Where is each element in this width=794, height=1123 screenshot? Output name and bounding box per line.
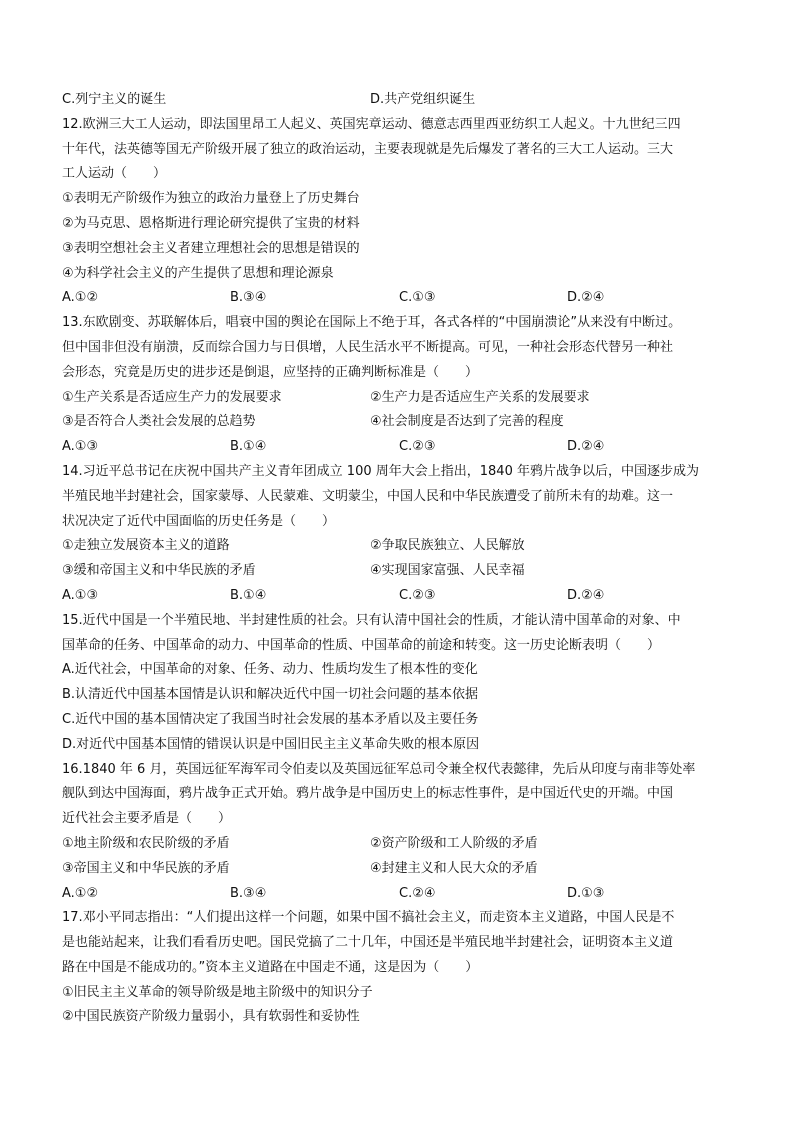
q15-stem-line: 15.近代中国是一个半殖民地、半封建性质的社会。只有认清中国社会的性质，才能认清中国革命的对象、中 bbox=[62, 612, 681, 628]
q14-item: ④实现国家富强、人民幸福 bbox=[370, 563, 525, 579]
q12-item: ④为科学社会主义的产生提供了思想和理论源泉 bbox=[62, 265, 334, 281]
q13-item: ③是否符合人类社会发展的总趋势 bbox=[62, 414, 256, 430]
q12-option-b: B.③④ bbox=[230, 290, 267, 306]
q13-option-c: C.②③ bbox=[399, 439, 436, 455]
q14-stem-line: 14.习近平总书记在庆祝中国共产主义青年团成立 100 周年大会上指出，1840 年鸦片战争以后，中国逐步成为 bbox=[62, 463, 699, 479]
q16-option-d: D.①③ bbox=[567, 885, 605, 901]
q13-items-row bbox=[62, 386, 734, 411]
q13-items-row bbox=[62, 410, 734, 435]
q13-item: ④社会制度是否达到了完善的程度 bbox=[370, 414, 564, 430]
q11-option-d: D.共产党组织诞生 bbox=[370, 92, 476, 107]
q13-stem-line: 但中国非但没有崩溃，反而综合国力与日俱增，人民生活水平不断提高。可见，一种社会形态代替另一种社 bbox=[62, 339, 674, 355]
q12-options bbox=[62, 286, 734, 311]
page-content bbox=[62, 88, 734, 1030]
q16-item: ①地主阶级和农民阶级的矛盾 bbox=[62, 835, 230, 851]
q13-item: ①生产关系是否适应生产力的发展要求 bbox=[62, 389, 282, 405]
q16-item: ③帝国主义和中华民族的矛盾 bbox=[62, 860, 230, 876]
q14-option-b: B.①④ bbox=[230, 587, 267, 603]
q12-option-d: D.②④ bbox=[567, 290, 605, 306]
q13-option-d: D.②④ bbox=[567, 439, 605, 455]
q15-stem-line: 国革命的任务、中国革命的动力、中国革命的性质、中国革命的前途和转变。这一历史论断表明（ ） bbox=[62, 637, 661, 653]
q15-choice: B.认清近代中国基本国情是认识和解决近代中国一切社会问题的基本依据 bbox=[62, 687, 479, 703]
q12-item: ②为马克思、恩格斯进行理论研究提供了宝贵的材料 bbox=[62, 215, 360, 231]
q13-option-b: B.①④ bbox=[230, 439, 267, 455]
q12-option-a: A.①② bbox=[62, 290, 99, 306]
q14-stem-line: 状况决定了近代中国面临的历史任务是（ ） bbox=[62, 513, 336, 529]
q15-choice: A.近代社会，中国革命的对象、任务、动力、性质均发生了根本性的变化 bbox=[62, 662, 478, 678]
q12-stem-line: 十年代，法英德等国无产阶级开展了独立的政治运动，主要表现就是先后爆发了著名的三大工人运动。三大 bbox=[62, 141, 674, 157]
q15-choice: D.对近代中国基本国情的错误认识是中国旧民主主义革命失败的根本原因 bbox=[62, 736, 480, 752]
q15-choice: C.近代中国的基本国情决定了我国当时社会发展的基本矛盾以及主要任务 bbox=[62, 711, 479, 727]
q11-option-c: C.列宁主义的诞生 bbox=[62, 92, 167, 107]
q14-item: ②争取民族独立、人民解放 bbox=[370, 538, 525, 554]
q14-option-c: C.②③ bbox=[399, 587, 436, 603]
q12-stem-line: 12.欧洲三大工人运动，即法国里昂工人起义、英国宪章运动、德意志西里西亚纺织工人起义。十九世纪三四 bbox=[62, 116, 681, 132]
q16-item: ②资产阶级和工人阶级的矛盾 bbox=[370, 835, 538, 851]
q14-options bbox=[62, 584, 734, 609]
q17-item: ②中国民族资产阶级力量弱小，具有软弱性和妥协性 bbox=[62, 1009, 360, 1025]
q16-stem-line: 近代社会主要矛盾是（ ） bbox=[62, 811, 232, 827]
q11-options-carry bbox=[62, 88, 734, 113]
q12-item: ①表明无产阶级作为独立的政治力量登上了历史舞台 bbox=[62, 191, 360, 207]
q16-option-c: C.②④ bbox=[399, 885, 436, 901]
q14-option-a: A.①③ bbox=[62, 587, 99, 603]
q16-options bbox=[62, 882, 734, 907]
q16-option-b: B.③④ bbox=[230, 885, 267, 901]
q14-items-row bbox=[62, 534, 734, 559]
q13-stem-line: 13.东欧剧变、苏联解体后，唱衰中国的舆论在国际上不绝于耳，各式各样的“中国崩溃论”从来没有中断过。 bbox=[62, 315, 682, 331]
q14-item: ③缓和帝国主义和中华民族的矛盾 bbox=[62, 563, 256, 579]
q16-item: ④封建主义和人民大众的矛盾 bbox=[370, 860, 538, 876]
q16-stem-line: 舰队到达中国海面，鸦片战争正式开始。鸦片战争是中国历史上的标志性事件，是中国近代史的开端。中国 bbox=[62, 786, 674, 802]
q16-option-a: A.①② bbox=[62, 885, 99, 901]
q16-items-row bbox=[62, 857, 734, 882]
q12-option-c: C.①③ bbox=[399, 290, 436, 306]
q13-stem-line: 会形态，究竟是历史的进步还是倒退，应坚持的正确判断标准是（ ） bbox=[62, 364, 479, 380]
q12-item: ③表明空想社会主义者建立理想社会的思想是错误的 bbox=[62, 240, 360, 256]
q17-item: ①旧民主主义革命的领导阶级是地主阶级中的知识分子 bbox=[62, 984, 373, 1000]
q17-stem-line: 路在中国是不能成功的。”资本主义道路在中国走不通，这是因为（ ） bbox=[62, 959, 479, 975]
q16-stem-line: 16.1840 年 6 月，英国远征军海军司令伯麦以及英国远征军总司令兼全权代表懿律，先后从印度与南非等处率 bbox=[62, 761, 696, 777]
q13-option-a: A.①③ bbox=[62, 439, 99, 455]
q13-options bbox=[62, 435, 734, 460]
q17-stem-line: 是也能站起来，让我们看看历史吧。国民党搞了二十几年，中国还是半殖民地半封建社会，证明资本主义道 bbox=[62, 935, 674, 951]
q13-item: ②生产力是否适应生产关系的发展要求 bbox=[370, 389, 590, 405]
q12-stem-line: 工人运动（ ） bbox=[62, 166, 167, 182]
q14-item: ①走独立发展资本主义的道路 bbox=[62, 538, 230, 554]
q14-option-d: D.②④ bbox=[567, 587, 605, 603]
q16-items-row bbox=[62, 832, 734, 857]
q17-stem-line: 17.邓小平同志指出：“人们提出这样一个问题，如果中国不搞社会主义，而走资本主义道路，中国人民是不 bbox=[62, 910, 675, 926]
q14-items-row bbox=[62, 559, 734, 584]
q14-stem-line: 半殖民地半封建社会，国家蒙辱、人民蒙难、文明蒙尘，中国人民和中华民族遭受了前所未有的劫难。这一 bbox=[62, 488, 674, 504]
